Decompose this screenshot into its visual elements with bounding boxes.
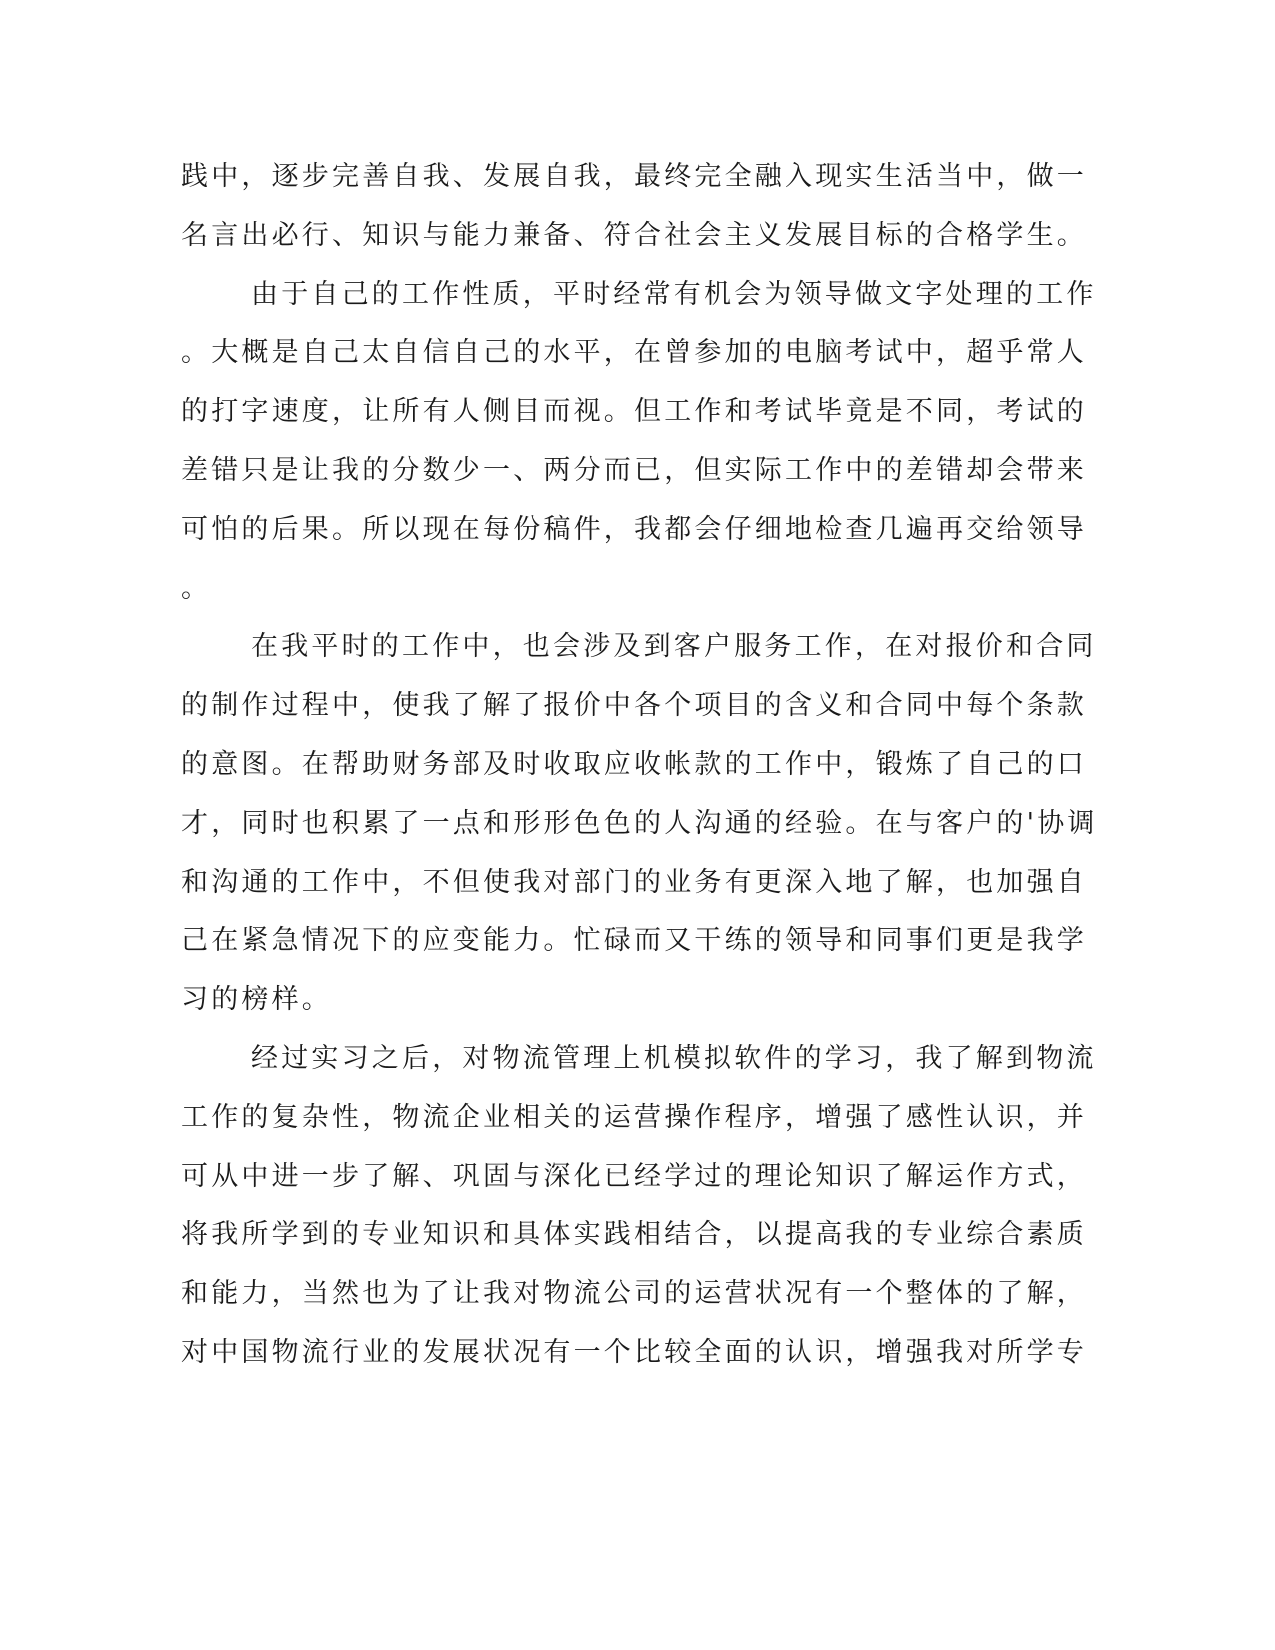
text-line: 差错只是让我的分数少一、两分而已，但实际工作中的差错却会带来 xyxy=(181,454,1087,486)
text-line: 工作的复杂性，物流企业相关的运营操作程序，增强了感性认识，并 xyxy=(181,1101,1087,1133)
text-line: 将我所学到的专业知识和具体实践相结合，以提高我的专业综合素质 xyxy=(181,1219,1087,1251)
text-line: 和沟通的工作中，不但使我对部门的业务有更深入地了解，也加强自 xyxy=(181,866,1087,898)
document-body xyxy=(181,148,1098,1383)
text-line: 。 xyxy=(181,572,212,604)
text-line: 践中，逐步完善自我、发展自我，最终完全融入现实生活当中，做一 xyxy=(181,161,1087,192)
text-line: 名言出必行、知识与能力兼备、符合社会主义发展目标的合格学生。 xyxy=(181,219,1087,251)
text-line: 和能力，当然也为了让我对物流公司的运营状况有一个整体的了解， xyxy=(181,1278,1087,1310)
text-line: 己在紧急情况下的应变能力。忙碌而又干练的领导和同事们更是我学 xyxy=(181,925,1087,957)
text-line: 习的榜样。 xyxy=(181,984,332,1016)
text-line: 在我平时的工作中，也会涉及到客户服务工作，在对报价和合同 xyxy=(251,631,1097,663)
text-line: 的意图。在帮助财务部及时收取应收帐款的工作中，锻炼了自己的口 xyxy=(181,748,1087,780)
text-line: 的制作过程中，使我了解了报价中各个项目的含义和合同中每个条款 xyxy=(181,690,1087,722)
text-line: 才，同时也积累了一点和形形色色的人沟通的经验。在与客户的'协调 xyxy=(181,807,1098,839)
text-line: 的打字速度，让所有人侧目而视。但工作和考试毕竟是不同，考试的 xyxy=(181,396,1087,428)
paragraph-2 xyxy=(181,266,1097,619)
text-line: 经过实习之后，对物流管理上机模拟软件的学习，我了解到物流 xyxy=(251,1042,1097,1074)
paragraph-1 xyxy=(181,148,1087,266)
text-line: 由于自己的工作性质，平时经常有机会为领导做文字处理的工作 xyxy=(251,278,1097,310)
paragraph-3 xyxy=(181,618,1098,1030)
paragraph-4 xyxy=(181,1030,1097,1383)
text-line: 可从中进一步了解、巩固与深化已经学过的理论知识了解运作方式， xyxy=(181,1160,1087,1192)
text-line: 可怕的后果。所以现在每份稿件，我都会仔细地检查几遍再交给领导 xyxy=(181,513,1087,545)
text-line: 对中国物流行业的发展状况有一个比较全面的认识，增强我对所学专 xyxy=(181,1336,1087,1368)
text-line: 。大概是自己太自信自己的水平，在曾参加的电脑考试中，超乎常人 xyxy=(181,337,1087,369)
